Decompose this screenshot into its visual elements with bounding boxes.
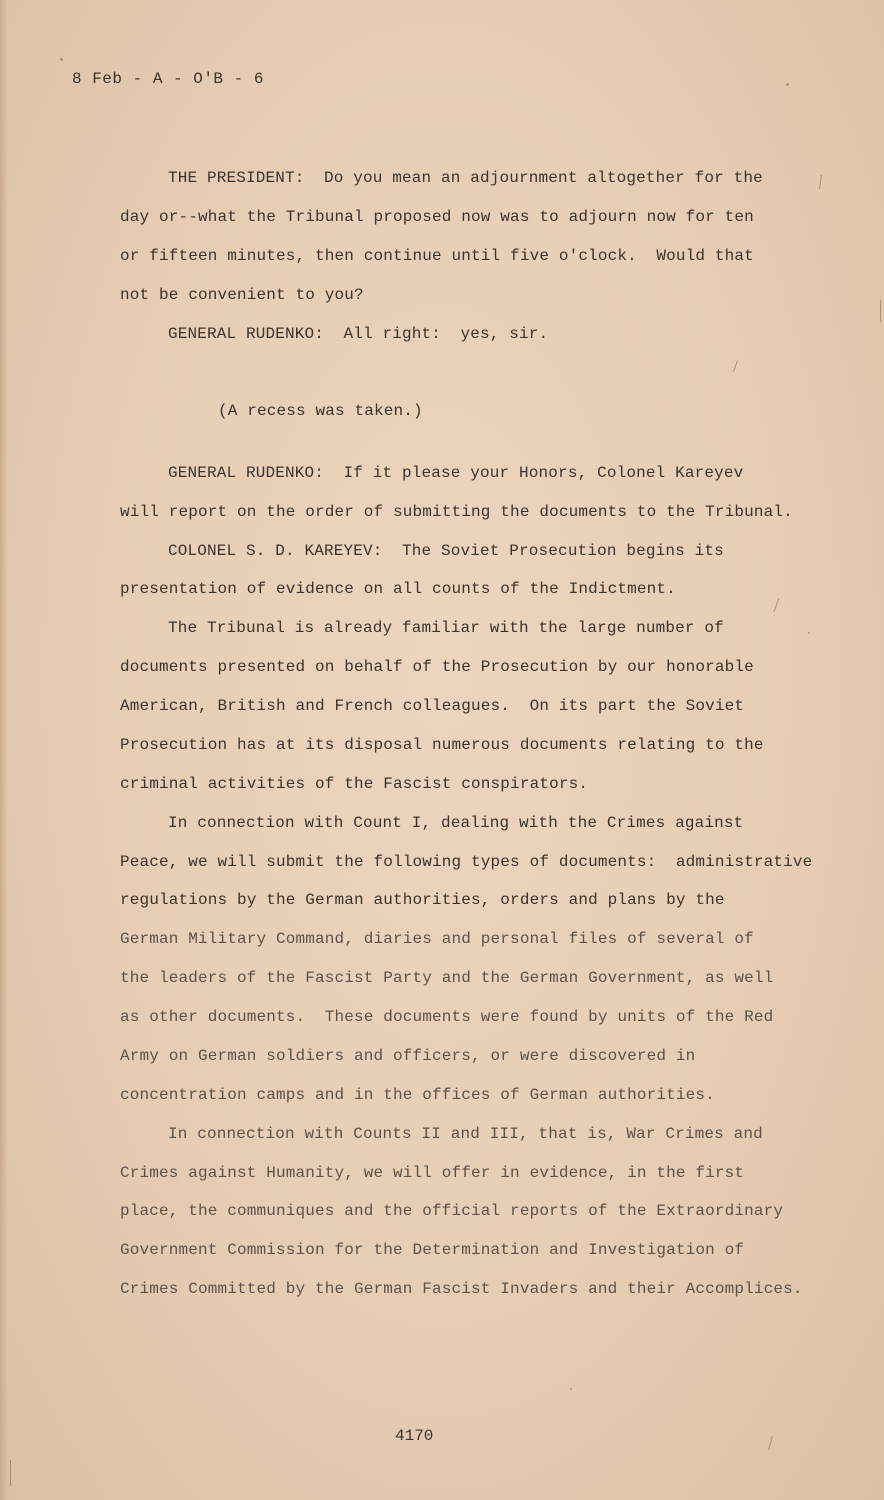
- paper-speck: [570, 1388, 572, 1390]
- page-number: 4170: [395, 1427, 434, 1445]
- paper-edge: [0, 0, 8, 1500]
- text-line: Peace, we will submit the following types of documents: administrative: [120, 853, 813, 871]
- text-line: GENERAL RUDENKO: If it please your Honors, Colonel Kareyev: [168, 464, 744, 482]
- text-line: THE PRESIDENT: Do you mean an adjournment altogether for the: [168, 169, 763, 187]
- text-line: Government Commission for the Determination and Investigation of: [120, 1241, 745, 1259]
- text-line: Crimes Committed by the German Fascist Invaders and their Accomplices.: [120, 1280, 803, 1298]
- text-line: Army on German soldiers and officers, or were discovered in: [120, 1047, 696, 1065]
- stray-mark: [774, 598, 780, 611]
- stray-mark: [768, 1436, 773, 1450]
- text-line: day or--what the Tribunal proposed now was to adjourn now for ten: [120, 208, 754, 226]
- stray-mark: [880, 300, 881, 322]
- page-header: 8 Feb - A - O'B - 6: [72, 70, 264, 88]
- text-line: In connection with Counts II and III, that is, War Crimes and: [168, 1125, 763, 1143]
- text-line: Prosecution has at its disposal numerous documents relating to the: [120, 736, 764, 754]
- text-line: criminal activities of the Fascist conspirators.: [120, 775, 589, 793]
- text-line: or fifteen minutes, then continue until five o'clock. Would that: [120, 247, 754, 265]
- paper-speck: [786, 83, 789, 86]
- stage-direction: (A recess was taken.): [218, 402, 423, 420]
- paper-speck: [808, 632, 810, 634]
- text-line: regulations by the German authorities, orders and plans by the: [120, 891, 725, 909]
- text-line: presentation of evidence on all counts of the Indictment.: [120, 580, 676, 598]
- text-line: documents presented on behalf of the Prosecution by our honorable: [120, 658, 754, 676]
- text-line: place, the communiques and the official reports of the Extraordinary: [120, 1202, 784, 1220]
- text-line: German Military Command, diaries and personal files of several of: [120, 930, 754, 948]
- stray-mark: [733, 360, 738, 372]
- stray-mark: [819, 175, 822, 189]
- text-line: will report on the order of submitting the documents to the Tribunal.: [120, 503, 793, 521]
- text-line: GENERAL RUDENKO: All right: yes, sir.: [168, 325, 549, 343]
- text-line: as other documents. These documents were found by units of the Red: [120, 1008, 774, 1026]
- text-line: In connection with Count I, dealing with the Crimes against: [168, 814, 744, 832]
- text-line: not be convenient to you?: [120, 286, 364, 304]
- text-line: concentration camps and in the offices of German authorities.: [120, 1086, 715, 1104]
- text-line: Crimes against Humanity, we will offer in evidence, in the first: [120, 1164, 745, 1182]
- text-line: American, British and French colleagues. On its part the Soviet: [120, 697, 745, 715]
- text-line: The Tribunal is already familiar with the large number of: [168, 619, 724, 637]
- text-line: COLONEL S. D. KAREYEV: The Soviet Prosecution begins its: [168, 542, 724, 560]
- text-line: the leaders of the Fascist Party and the German Government, as well: [120, 969, 774, 987]
- paper-speck: [60, 58, 63, 61]
- stray-mark: [10, 1460, 11, 1486]
